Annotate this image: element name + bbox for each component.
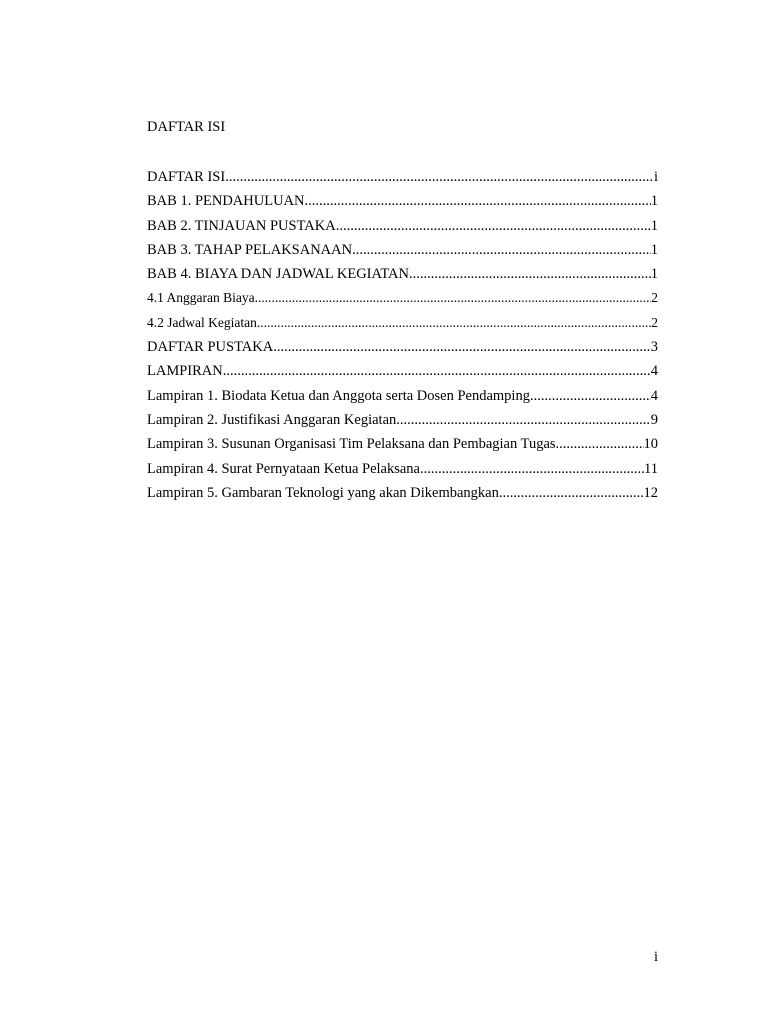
page-title: DAFTAR ISI: [147, 119, 226, 135]
toc-leader-dots: [352, 241, 651, 259]
toc-entry-page: 1: [650, 193, 658, 210]
toc-entry-bab-3[interactable]: [147, 241, 658, 265]
toc-entry-page: 2: [651, 290, 658, 306]
toc-entry-page: 1: [650, 266, 658, 283]
toc-leader-dots: [255, 289, 652, 307]
toc-entry-lampiran-5[interactable]: [147, 484, 658, 508]
toc-leader-dots: [257, 314, 651, 332]
toc-leader-dots: [305, 192, 651, 210]
toc-entry-page: 3: [650, 339, 658, 356]
toc-entry-title: Lampiran 1. Biodata Ketua dan Anggota serta Dosen Pendamping: [147, 387, 530, 404]
toc-entry-title: Lampiran 2. Justifikasi Anggaran Kegiatan: [147, 411, 397, 428]
toc-entry-lampiran-1[interactable]: [147, 387, 658, 411]
toc-leader-dots: [499, 484, 644, 502]
toc-entry-daftar-isi[interactable]: [147, 168, 658, 192]
page-number: i: [653, 949, 658, 965]
toc-entry-lampiran-3[interactable]: [147, 435, 658, 459]
toc-entry-page: 11: [644, 460, 658, 477]
toc-entry-title: DAFTAR PUSTAKA: [147, 339, 274, 356]
toc-entry-lampiran-4[interactable]: [147, 460, 658, 484]
toc-entry-page: i: [653, 169, 658, 185]
toc-entry-bab-2[interactable]: [147, 217, 658, 241]
toc-entry-lampiran-2[interactable]: [147, 411, 658, 435]
toc-leader-dots: [336, 217, 651, 235]
toc-leader-dots: [556, 435, 644, 453]
toc-entry-bab-1[interactable]: [147, 192, 658, 216]
toc-entry-page: 9: [650, 411, 658, 428]
toc-entry-page: 4: [650, 387, 658, 404]
toc-entry-page: 1: [650, 217, 658, 234]
toc-entry-title: BAB 3. TAHAP PELAKSANAAN: [147, 241, 353, 258]
toc-leader-dots: [530, 387, 651, 405]
toc-leader-dots: [396, 411, 650, 429]
toc-entry-title: BAB 4. BIAYA DAN JADWAL KEGIATAN: [147, 266, 409, 283]
toc-entry-page: 4: [650, 363, 658, 380]
toc-entry-title: LAMPIRAN: [147, 363, 223, 380]
toc-entry-bab-4[interactable]: [147, 265, 658, 289]
toc-entry-page: 2: [651, 314, 658, 330]
toc-leader-dots: [273, 338, 651, 356]
toc-entry-page: 10: [643, 436, 658, 453]
toc-entry-title: 4.1 Anggaran Biaya: [147, 290, 255, 306]
toc-leader-dots: [223, 362, 651, 380]
toc-entry-title: DAFTAR ISI: [147, 169, 226, 185]
table-of-contents: [147, 168, 658, 508]
toc-entry-title: Lampiran 4. Surat Pernyataan Ketua Pelaksana: [147, 460, 420, 477]
toc-leader-dots: [409, 265, 651, 283]
toc-entry-daftar-pustaka[interactable]: [147, 338, 658, 362]
toc-entry-title: BAB 2. TINJAUAN PUSTAKA: [147, 217, 336, 234]
toc-entry-page: 1: [650, 241, 658, 258]
toc-entry-title: Lampiran 3. Susunan Organisasi Tim Pelaksana dan Pembagian Tugas: [147, 436, 556, 453]
toc-entry-page: 12: [643, 484, 658, 501]
toc-entry-lampiran[interactable]: [147, 362, 658, 386]
toc-entry-4-2[interactable]: [147, 314, 658, 338]
toc-leader-dots: [225, 168, 654, 186]
toc-entry-title: Lampiran 5. Gambaran Teknologi yang akan Dikembangkan: [147, 484, 499, 501]
toc-entry-4-1[interactable]: [147, 289, 658, 313]
toc-entry-title: 4.2 Jadwal Kegiatan: [147, 314, 257, 330]
toc-entry-title: BAB 1. PENDAHULUAN: [147, 193, 305, 210]
toc-leader-dots: [420, 460, 644, 478]
